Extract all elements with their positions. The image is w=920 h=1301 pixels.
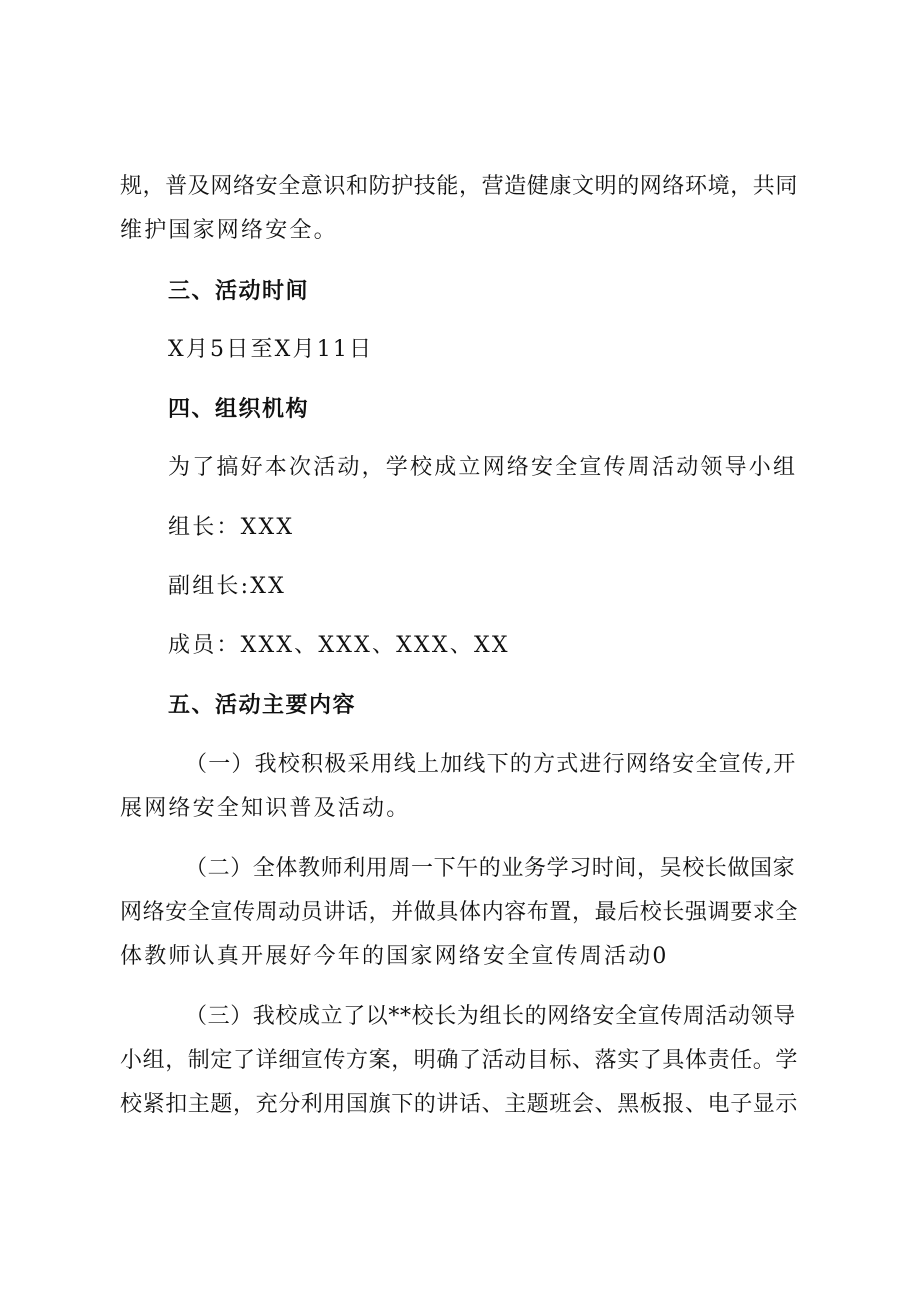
section-heading-organization: 四、组织机构 — [168, 396, 310, 422]
deputy-group-leader: 副组长:XX — [168, 574, 286, 599]
body-text-line: 校紧扣主题，充分利用国旗下的讲话、主题班会、黑板报、电子显示 — [120, 1092, 799, 1117]
body-text-line: （二）全体教师利用周一下午的业务学习时间，吴校长做国家 — [185, 856, 796, 881]
body-text-line: 规，普及网络安全意识和防护技能，营造健康文明的网络环境，共同 — [120, 174, 799, 199]
body-text-line: （三）我校成立了以**校长为组长的网络安全宣传周活动领导 — [185, 1004, 796, 1029]
section-heading-activity-time: 三、活动时间 — [168, 278, 310, 304]
activity-dates: X月5日至X月11日 — [168, 337, 374, 362]
body-text-line: 小组，制定了详细宣传方案，明确了活动目标、落实了具体责任。学 — [120, 1048, 799, 1073]
body-text-line: 体教师认真开展好今年的国家网络安全宣传周活动0 — [120, 944, 669, 969]
body-text-line: 网络安全宣传周动员讲话，并做具体内容布置，最后校长强调要求全 — [120, 900, 799, 925]
organization-intro: 为了搞好本次活动，学校成立网络安全宣传周活动领导小组 — [168, 455, 798, 480]
body-text-line: （一）我校积极采用线上加线下的方式进行网络安全宣传,开 — [185, 752, 797, 777]
group-members: 成员：XXX、XXX、XXX、XX — [168, 633, 510, 658]
section-heading-main-content: 五、活动主要内容 — [168, 692, 357, 718]
body-text-line: 维护国家网络安全。 — [120, 218, 338, 243]
group-leader: 组长：XXX — [168, 515, 295, 540]
body-text-line: 展网络安全知识普及活动。 — [120, 796, 411, 821]
